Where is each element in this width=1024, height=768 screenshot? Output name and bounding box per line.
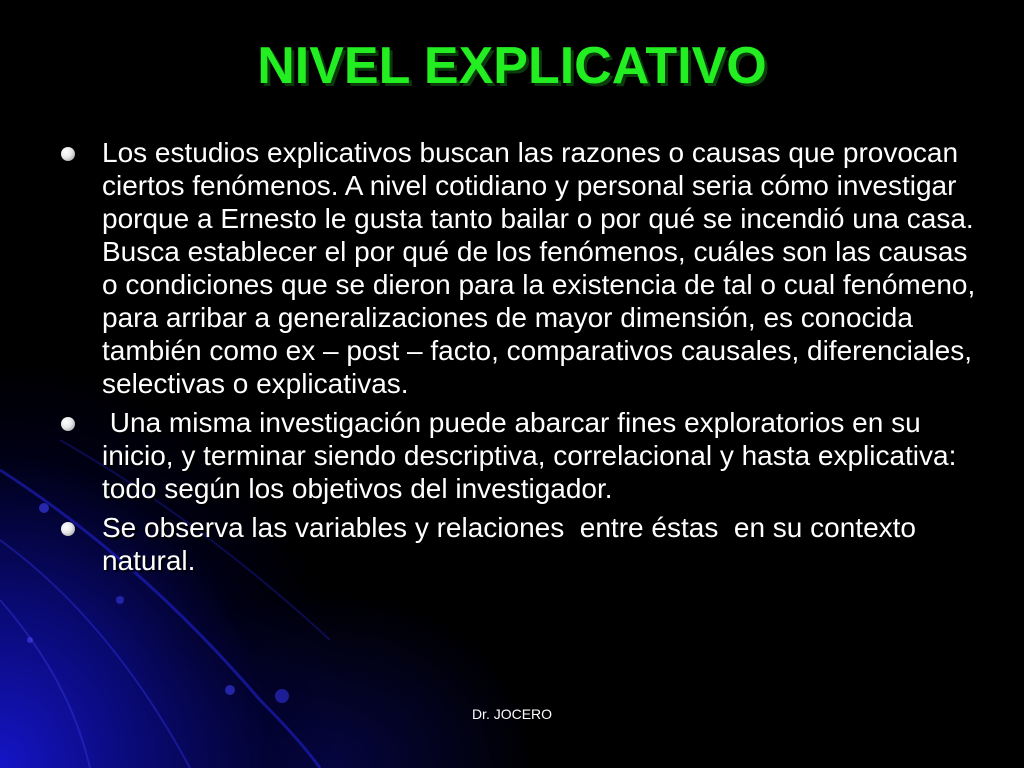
decor-dot-4 [275, 689, 289, 703]
bullet-text: Una misma investigación puede abarcar fines exploratorios en su inicio, y terminar siendo descriptiva, correlacional y hasta explicativa: todo según los objetivos del investigador. [102, 407, 965, 504]
bullet-item [56, 136, 980, 400]
bullet-dot-icon [61, 147, 75, 161]
bullet-item [56, 406, 980, 505]
bullet-text: Los estudios explicativos buscan las razones o causas que provocan ciertos fenómenos. A nivel cotidiano y personal seria cómo investigar porque a Ernesto le gusta tanto bailar o por qué se incendió una casa. Busca establecer el por qué de los fenómenos, cuáles son las causas o condiciones que se dieron para la existencia de tal o cual fenómeno, para arribar a generalizaciones de mayor dimensión, es conocida también como ex – post – facto, comparativos causales, diferenciales, selectivas o explicativas. [102, 137, 976, 399]
bullet-dot-icon [61, 522, 75, 536]
bullet-dot-icon [61, 417, 75, 431]
slide-title: NIVEL EXPLICATIVO [257, 37, 767, 95]
decor-dot-3 [225, 685, 235, 695]
bullet-text: Se observa las variables y relaciones entre éstas en su contexto natural. [102, 512, 924, 576]
decor-dot-1 [39, 503, 49, 513]
decor-dot-5 [27, 637, 33, 643]
decor-curve-3 [0, 600, 90, 768]
decor-dot-2 [116, 596, 124, 604]
footer-author: Dr. JOCERO [471, 706, 553, 722]
bullet-item [56, 511, 980, 577]
bullet-list [56, 136, 980, 583]
